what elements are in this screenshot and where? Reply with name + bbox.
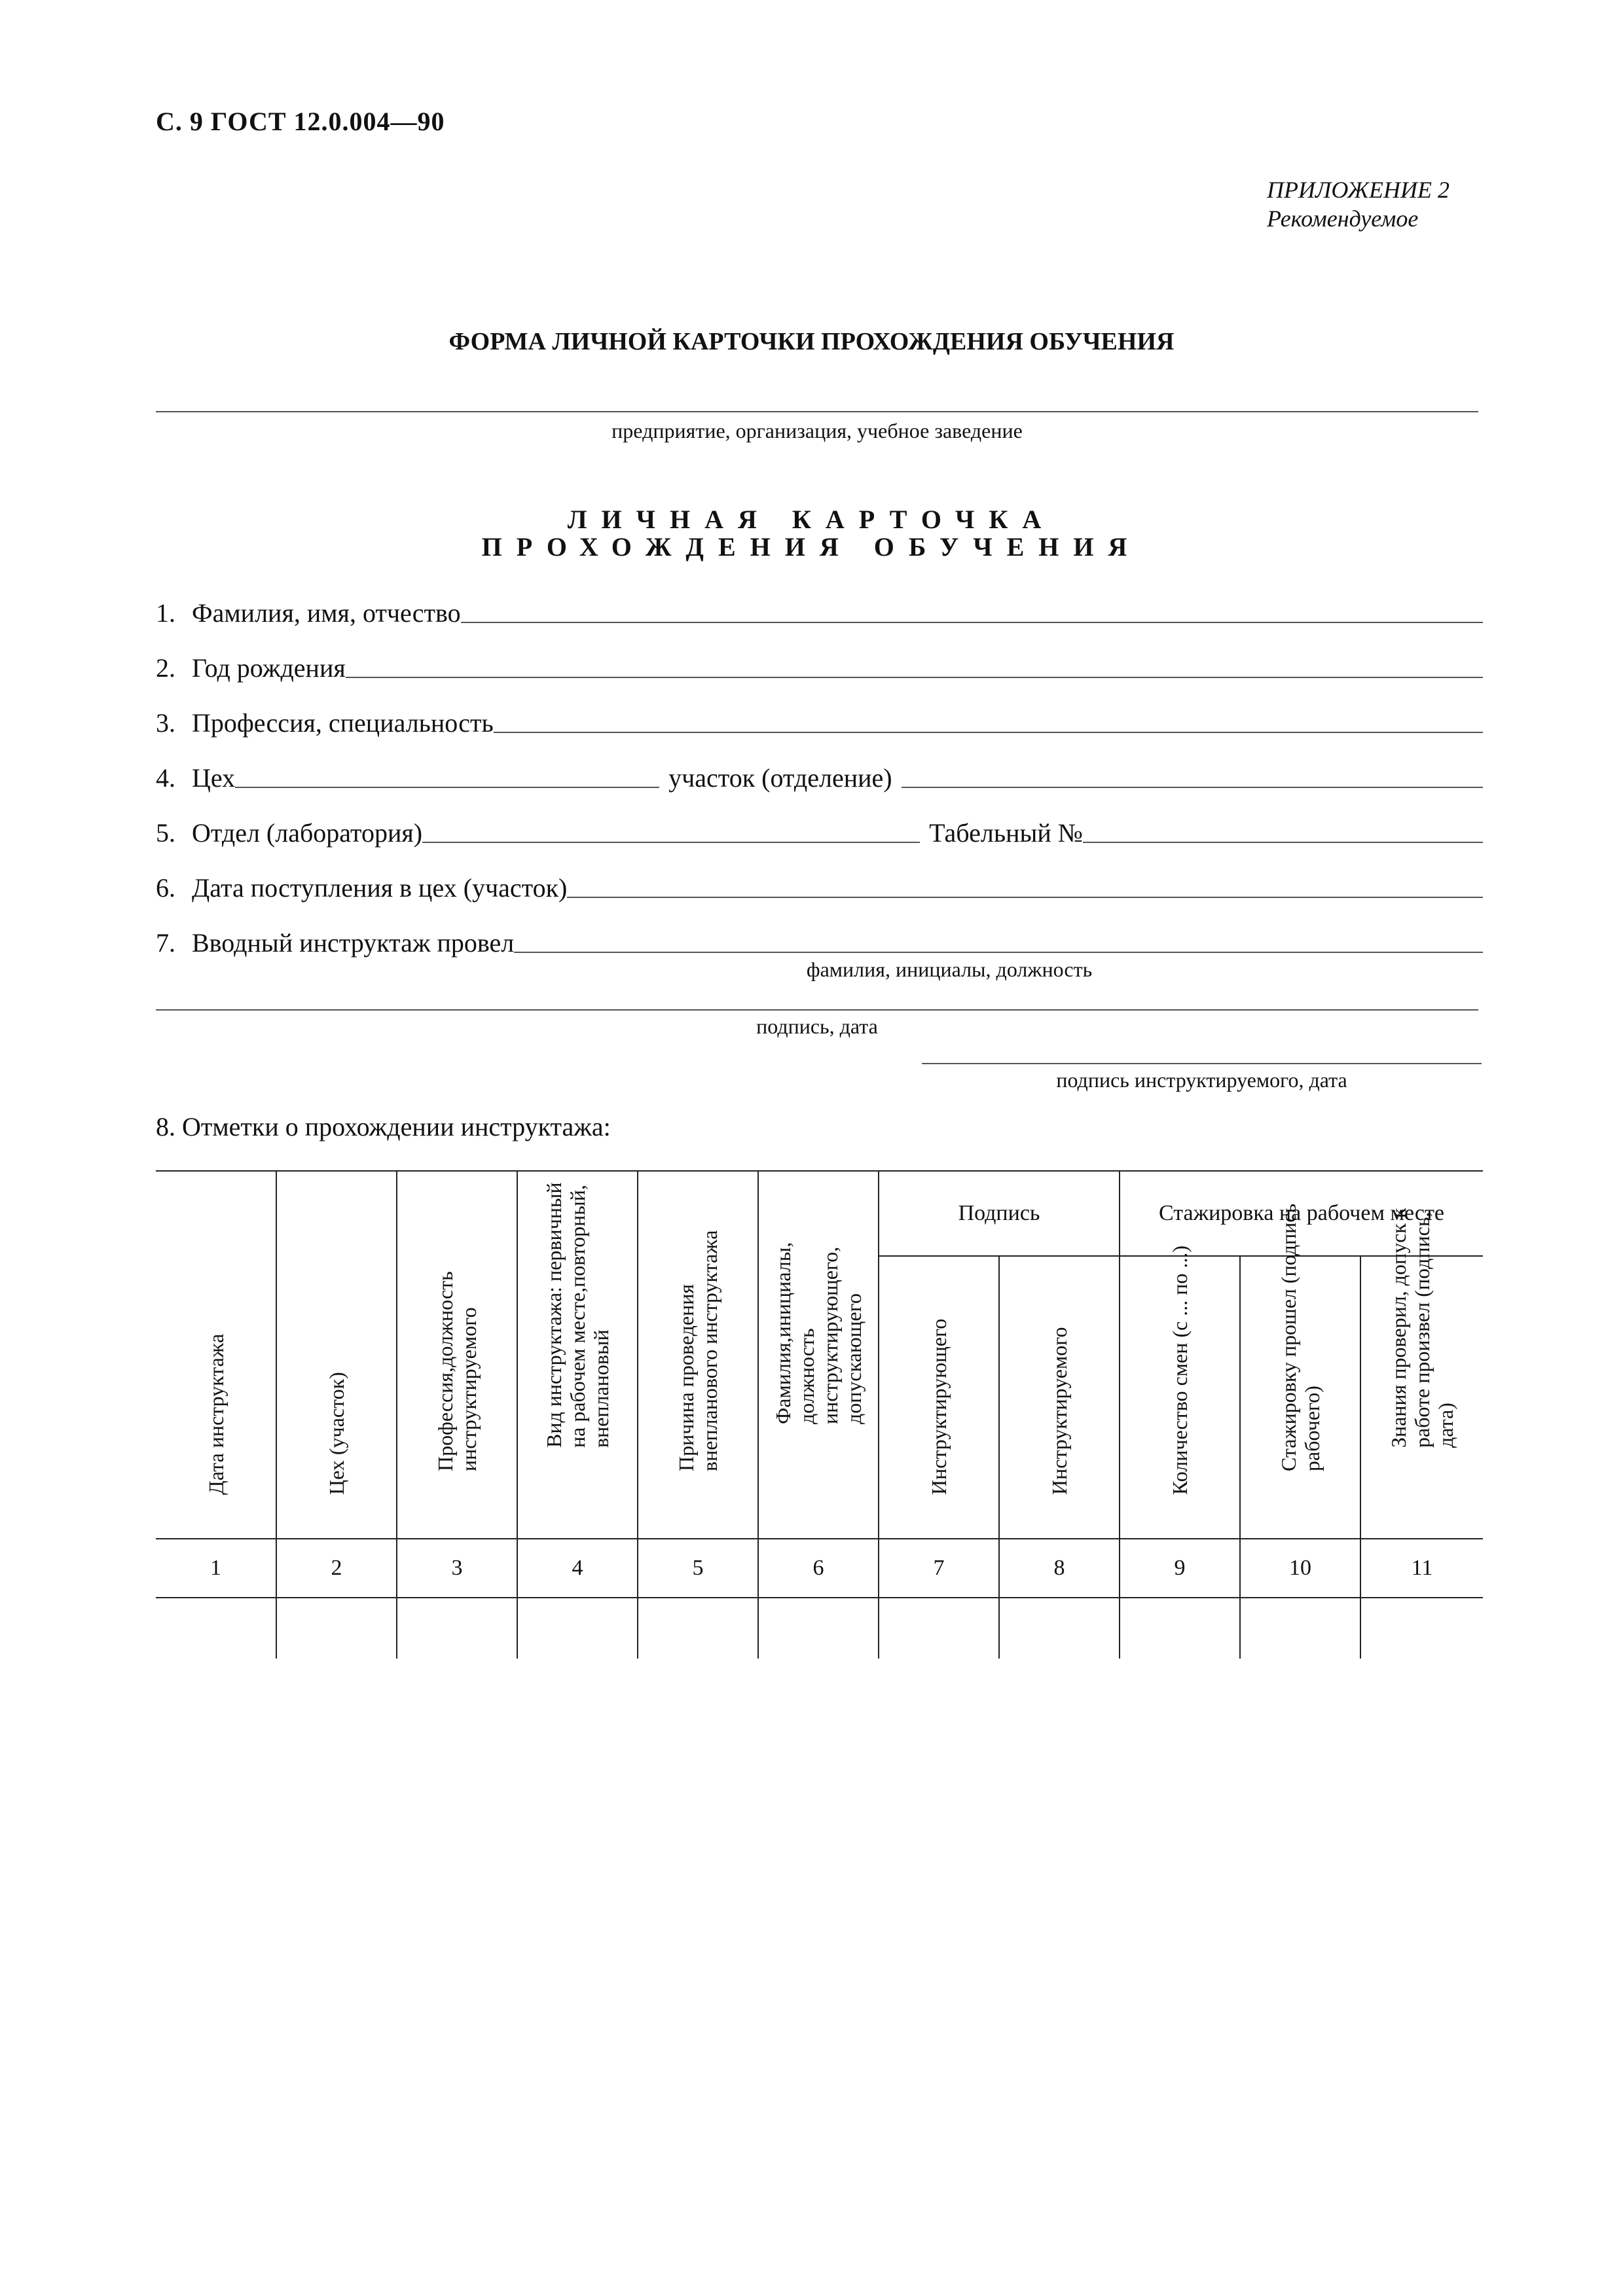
table-cell[interactable] — [1240, 1598, 1360, 1659]
field-number: 3. — [156, 708, 175, 738]
column-number: 3 — [397, 1539, 517, 1598]
field-label: Цех — [192, 763, 236, 793]
field-label: Дата поступления в цех (участок) — [192, 873, 568, 903]
header-cell: Фамилия,инициалы, должность инструктирующего, допускающего — [758, 1171, 879, 1539]
column-number: 11 — [1360, 1539, 1483, 1598]
column-number-row — [156, 1539, 1483, 1598]
signature-date-line[interactable] — [156, 1009, 1478, 1011]
entry-date-line[interactable] — [567, 897, 1483, 898]
field-number: 7. — [156, 928, 175, 958]
field-label: Отдел (лаборатория) — [192, 818, 423, 848]
table-cell[interactable] — [517, 1598, 638, 1659]
briefing-journal-table — [156, 1170, 1483, 1659]
instructor-caption: фамилия, инициалы, должность — [806, 958, 1093, 981]
appendix-title: ПРИЛОЖЕНИЕ 2 — [1267, 177, 1450, 203]
organization-caption: предприятие, организация, учебное заведение — [611, 419, 1023, 442]
table-cell[interactable] — [276, 1598, 397, 1659]
appendix-block — [1267, 175, 1450, 233]
field-number: 1. — [156, 598, 175, 628]
table-cell[interactable] — [1120, 1598, 1240, 1659]
header-cell: Стажировку прошел (подпись рабочего) — [1240, 1256, 1360, 1539]
field-intro-briefing — [156, 919, 1483, 958]
organization-line — [156, 411, 1478, 412]
field-entry-date — [156, 864, 1483, 903]
column-number: 5 — [638, 1539, 758, 1598]
form-title: ФОРМА ЛИЧНОЙ КАРТОЧКИ ПРОХОЖДЕНИЯ ОБУЧЕНИЯ — [448, 328, 1175, 355]
table-cell[interactable] — [999, 1598, 1120, 1659]
field-workshop — [156, 754, 1483, 793]
personnel-number-line[interactable] — [1083, 842, 1483, 843]
department-line[interactable] — [422, 842, 920, 843]
full-name-line[interactable] — [461, 622, 1483, 623]
field-label-personnel-number: Табельный № — [929, 818, 1083, 848]
field-birth-year — [156, 644, 1483, 683]
table-cell[interactable] — [397, 1598, 517, 1659]
header-cell: Количество смен (с ... по ...) — [1120, 1256, 1240, 1539]
table-cell[interactable] — [1360, 1598, 1483, 1659]
header-cell: Дата инструктажа — [156, 1171, 276, 1539]
section-line[interactable] — [902, 787, 1483, 788]
trainee-signature-caption: подпись инструктируемого, дата — [1056, 1068, 1347, 1092]
header-cell: Инструктирующего — [879, 1256, 999, 1539]
card-title-line2: ПРОХОЖДЕНИЯ ОБУЧЕНИЯ — [481, 532, 1142, 562]
birth-year-line[interactable] — [346, 677, 1483, 678]
field-number: 2. — [156, 653, 175, 683]
field-number: 5. — [156, 818, 175, 848]
table-cell[interactable] — [638, 1598, 758, 1659]
profession-line[interactable] — [494, 732, 1483, 733]
header-cell: Инструктируемого — [999, 1256, 1120, 1539]
group-header-signature: Подпись — [879, 1171, 1120, 1256]
page-header: С. 9 ГОСТ 12.0.004—90 — [156, 107, 445, 136]
card-title-line1: ЛИЧНАЯ КАРТОЧКА — [567, 505, 1056, 534]
field-number: 4. — [156, 763, 175, 793]
field-label-section: участок (отделение) — [668, 763, 892, 793]
appendix-note: Рекомендуемое — [1267, 206, 1419, 232]
intro-briefing-line[interactable] — [514, 952, 1483, 953]
trainee-signature-line[interactable] — [922, 1063, 1482, 1064]
field-label: Фамилия, имя, отчество — [192, 598, 461, 628]
group-header-internship: Стажировка на рабочем месте — [1120, 1171, 1483, 1256]
column-number: 6 — [758, 1539, 879, 1598]
column-number: 7 — [879, 1539, 999, 1598]
header-cell: Причина проведения внепланового инструктажа — [638, 1171, 758, 1539]
field-profession — [156, 699, 1483, 738]
field-department — [156, 809, 1483, 848]
column-number: 10 — [1240, 1539, 1360, 1598]
signature-date-caption: подпись, дата — [756, 1014, 878, 1038]
column-number: 2 — [276, 1539, 397, 1598]
column-number: 8 — [999, 1539, 1120, 1598]
table-cell[interactable] — [879, 1598, 999, 1659]
field-number: 6. — [156, 873, 175, 903]
field-full-name — [156, 589, 1483, 628]
field-label: Год рождения — [192, 653, 346, 683]
workshop-line[interactable] — [235, 787, 659, 788]
header-cell: Вид инструктажа: первичный на рабочем месте,повторный, внеплановый — [517, 1171, 638, 1539]
section-8-title: 8. Отметки о прохождении инструктажа: — [156, 1112, 611, 1141]
table-row — [156, 1598, 1483, 1659]
field-label: Вводный инструктаж провел — [192, 928, 515, 958]
column-number: 9 — [1120, 1539, 1240, 1598]
field-label: Профессия, специальность — [192, 708, 494, 738]
column-number: 4 — [517, 1539, 638, 1598]
table-cell[interactable] — [758, 1598, 879, 1659]
header-cell: Профессия,должность инструктируемого — [397, 1171, 517, 1539]
header-cell: Знания проверил, допуск к работе произвел (подпись, дата) — [1360, 1256, 1483, 1539]
table-cell[interactable] — [156, 1598, 276, 1659]
header-cell: Цех (участок) — [276, 1171, 397, 1539]
column-number: 1 — [156, 1539, 276, 1598]
